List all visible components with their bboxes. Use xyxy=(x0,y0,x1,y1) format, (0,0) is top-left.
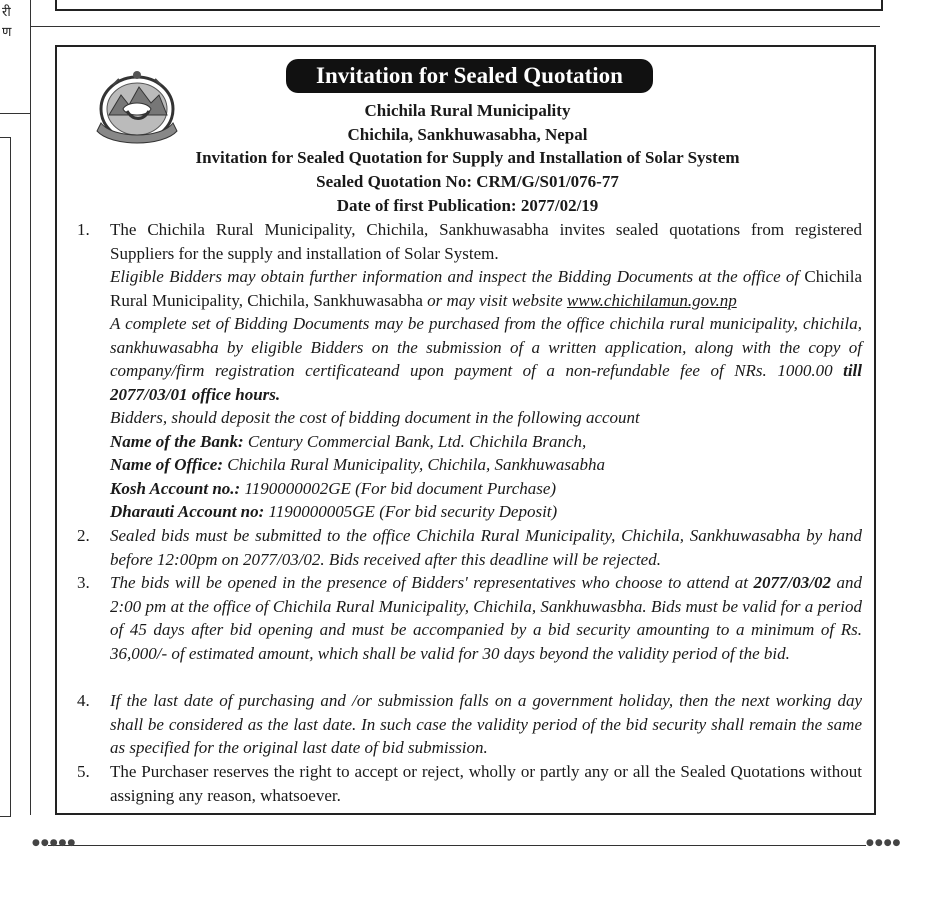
item-number: 5. xyxy=(77,762,90,781)
quotation-number: Sealed Quotation No: CRM/G/S01/076-77 xyxy=(316,172,619,191)
item-text: The Purchaser reserves the right to accept or reject, wholly or partly any or all the Sealed Quotations without assigning any reason, whatsoever. xyxy=(110,762,862,805)
item-text: Eligible Bidders may obtain further information and inspect the Bidding Documents at the office of Chichila Rural Municipality, Chichila, Sankhuwasabha or may visit website www.chichilamun.gov.np xyxy=(110,267,862,310)
item-number: 2. xyxy=(77,526,90,545)
item-text: The Chichila Rural Municipality, Chichila, Sankhuwasabha invites sealed quotations from registered Suppliers for the supply and installation of Solar System. xyxy=(110,220,862,263)
notice-box xyxy=(55,45,876,815)
bottom-rule-ornament-right: ●●●● xyxy=(866,838,902,848)
item-text: The bids will be opened in the presence of Bidders' representatives who choose to attend at 2077/03/02 and 2:00 pm at the office of Chichila Rural Municipality, Chichila, Sankhuwasbha. Bids must be valid for a period of 45 days after bid opening and must be accompanied by a bid security amounting to a minimum of Rs. 36,000/- of estimated amount, which shall be valid for 30 days beyond the validity period of the bid. xyxy=(110,573,862,663)
top-rule xyxy=(30,26,880,27)
org-address: Chichila, Sankhuwasabha, Nepal xyxy=(347,125,588,144)
item-text: Bidders, should deposit the cost of bidding document in the following account xyxy=(110,408,640,427)
item-text: Sealed bids must be submitted to the office Chichila Rural Municipality, Chichila, Sankhuwasabha by hand before 12:00pm on 2077/03/02. Bids received after this deadline will be rejected. xyxy=(110,526,862,569)
left-fragment-text-1: री xyxy=(2,5,11,20)
item-number: 1. xyxy=(77,220,90,239)
item-body xyxy=(110,524,862,571)
bottom-rule xyxy=(48,845,866,846)
item-body xyxy=(110,571,862,665)
notice-subject: Invitation for Sealed Quotation for Supply and Installation of Solar System xyxy=(195,148,740,167)
bank-name-line: Name of the Bank: Century Commercial Bank, Ltd. Chichila Branch, xyxy=(110,431,587,451)
bottom-rule-ornament-left: ●●●●● xyxy=(32,838,77,848)
kosh-account-line: Kosh Account no.: 1190000002GE (For bid document Purchase) xyxy=(110,478,557,498)
website-link[interactable]: www.chichilamun.gov.np xyxy=(566,290,737,310)
item-body xyxy=(110,760,862,807)
item-body xyxy=(110,689,862,760)
notice-title: Invitation for Sealed Quotation xyxy=(286,59,653,93)
previous-article-border xyxy=(55,0,883,11)
publication-date: Date of first Publication: 2077/02/19 xyxy=(336,196,599,215)
left-fragment-text-2: ण xyxy=(2,25,12,40)
left-column-rule xyxy=(0,113,30,114)
item-number: 4. xyxy=(77,691,90,710)
item-text: If the last date of purchasing and /or submission falls on a government holiday, then the next working day shall be considered as the last date. In such case the validity period of the bid security shall remain the same as specified for the original last date of bid submission. xyxy=(110,691,862,757)
column-divider xyxy=(30,0,31,815)
item-number: 3. xyxy=(77,573,90,592)
item-body xyxy=(110,218,862,524)
org-name: Chichila Rural Municipality xyxy=(364,101,571,120)
left-ad-box xyxy=(0,137,11,817)
item-text: A complete set of Bidding Documents may be purchased from the office chichila rural municipality, chichila, sankhuwasabha by eligible Bidders on the submission of a written application, along with the copy of company/firm registration certificateand upon payment of a non-refundable fee of NRs. 1000.00 till 2077/03/01 office hours. xyxy=(110,314,863,404)
office-name-line: Name of Office: Chichila Rural Municipality, Chichila, Sankhuwasabha xyxy=(110,455,605,474)
dharauti-account-line: Dharauti Account no: 1190000005GE (For bid security Deposit) xyxy=(110,502,558,521)
